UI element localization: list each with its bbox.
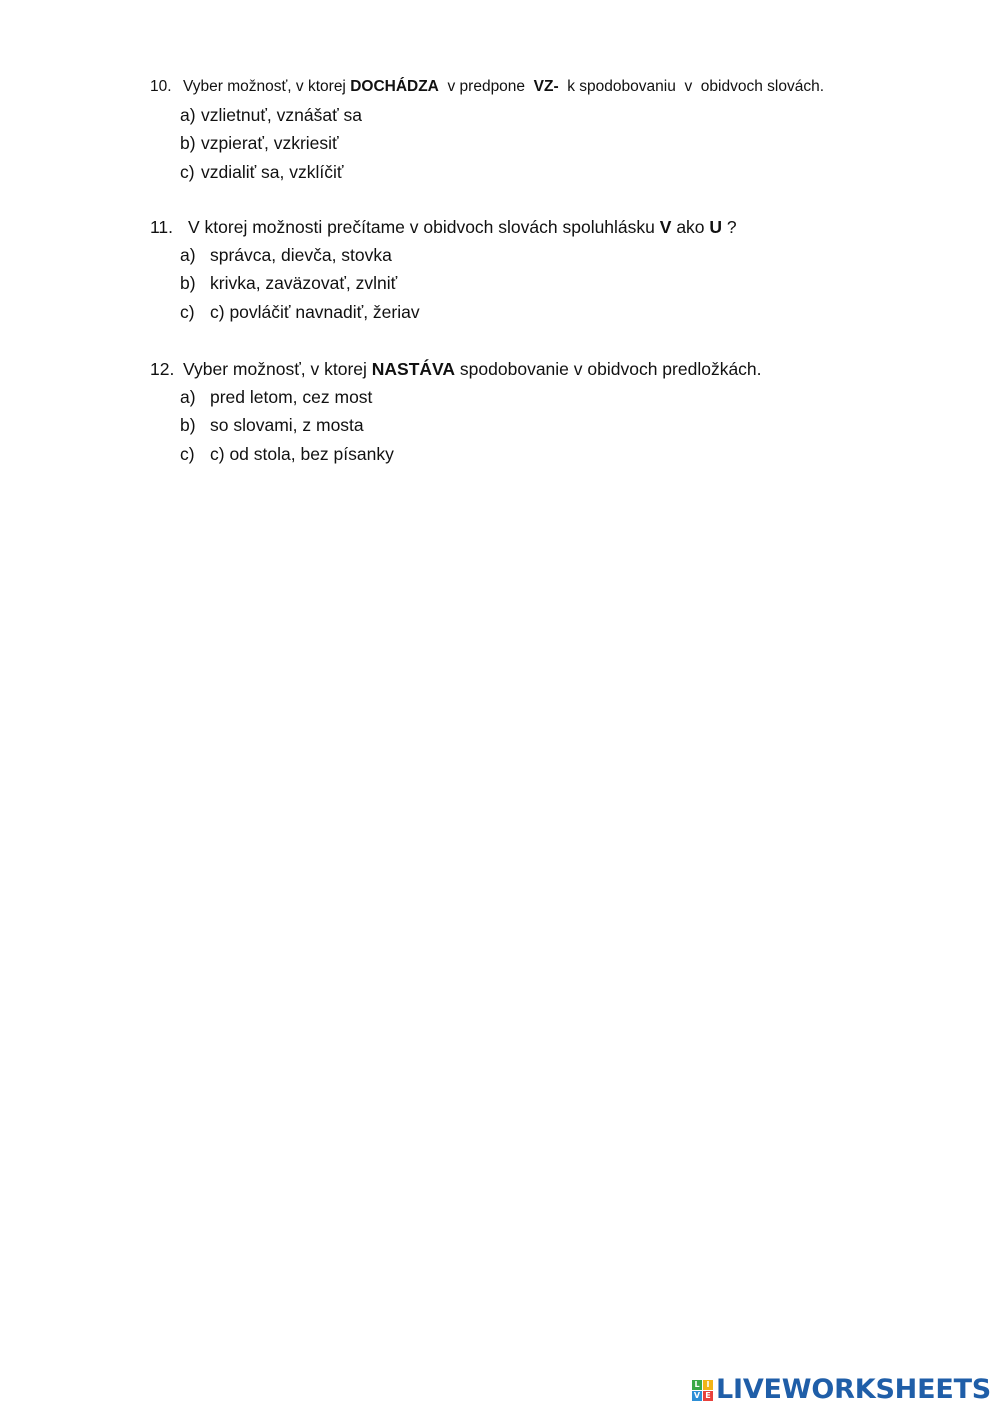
question-number: 11. [150,217,174,237]
option-b[interactable] [150,411,950,439]
prompt-emphasis: DOCHÁDZA [350,78,439,95]
prompt-emphasis: NASTÁVA [371,359,456,379]
option-c[interactable] [150,158,950,186]
question-number: 12. [150,359,175,379]
option-letter: c) [180,301,195,322]
question-10-prompt [150,73,950,101]
question-number: 10. [150,78,172,95]
question-11-options [150,241,950,326]
logo-blocks-icon [692,1380,713,1401]
prompt-text: k spodobovaniu v obidvoch slovách. [558,78,825,95]
question-12 [150,355,950,468]
prompt-text: V ktorej možnosti prečítame v obidvoch slovách spoluhlásku [188,217,660,237]
option-c[interactable] [150,298,950,326]
option-letter: b) [180,415,196,436]
option-letter: b) [180,133,196,154]
prompt-emphasis: VZ- [533,78,559,95]
option-text: krivka, zaväzovať, zvlniť [210,273,398,294]
logo-text: LIVEWORKSHEETS [716,1374,992,1405]
prompt-emphasis: V [659,217,672,237]
option-letter: b) [180,273,196,294]
option-text: so slovami, z mosta [210,415,364,436]
option-letter: c) [180,161,195,182]
option-b[interactable] [150,269,950,297]
logo-block: I [703,1380,713,1390]
prompt-emphasis: U [709,217,723,237]
option-a[interactable] [150,241,950,269]
prompt-text: v predpone [438,78,534,95]
option-text: vzdialiť sa, vzklíčiť [201,161,344,182]
logo-block: L [692,1380,702,1390]
logo-block: E [703,1391,713,1401]
option-letter: c) [180,443,195,464]
question-11 [150,213,950,326]
question-10 [150,73,950,186]
option-c[interactable] [150,440,950,468]
option-text: c) povláčiť navnadiť, žeriav [210,301,420,322]
logo-block: V [693,1390,701,1400]
option-text: vzlietnuť, vznášať sa [201,105,362,125]
question-12-prompt [150,355,950,383]
option-a[interactable] [150,383,950,411]
liveworksheets-logo [692,1374,991,1406]
prompt-text: spodobovanie v obidvoch predložkách. [455,359,762,379]
prompt-text: ako [671,217,710,237]
option-a[interactable] [150,101,950,129]
option-b[interactable] [150,129,950,157]
option-letter: a) [180,387,196,407]
option-text: vzpierať, vzkriesiť [201,133,339,154]
question-11-prompt [150,213,950,241]
option-text: pred letom, cez most [210,387,373,407]
question-12-options [150,383,950,468]
option-text: správca, dievča, stovka [210,245,392,265]
question-10-options [150,101,950,186]
option-letter: a) [180,105,196,125]
prompt-text: Vyber možnosť, v ktorej [183,359,372,379]
option-text: c) od stola, bez písanky [210,443,394,464]
option-letter: a) [180,245,196,265]
prompt-text: ? [722,217,737,237]
prompt-text: Vyber možnosť, v ktorej [183,78,351,95]
